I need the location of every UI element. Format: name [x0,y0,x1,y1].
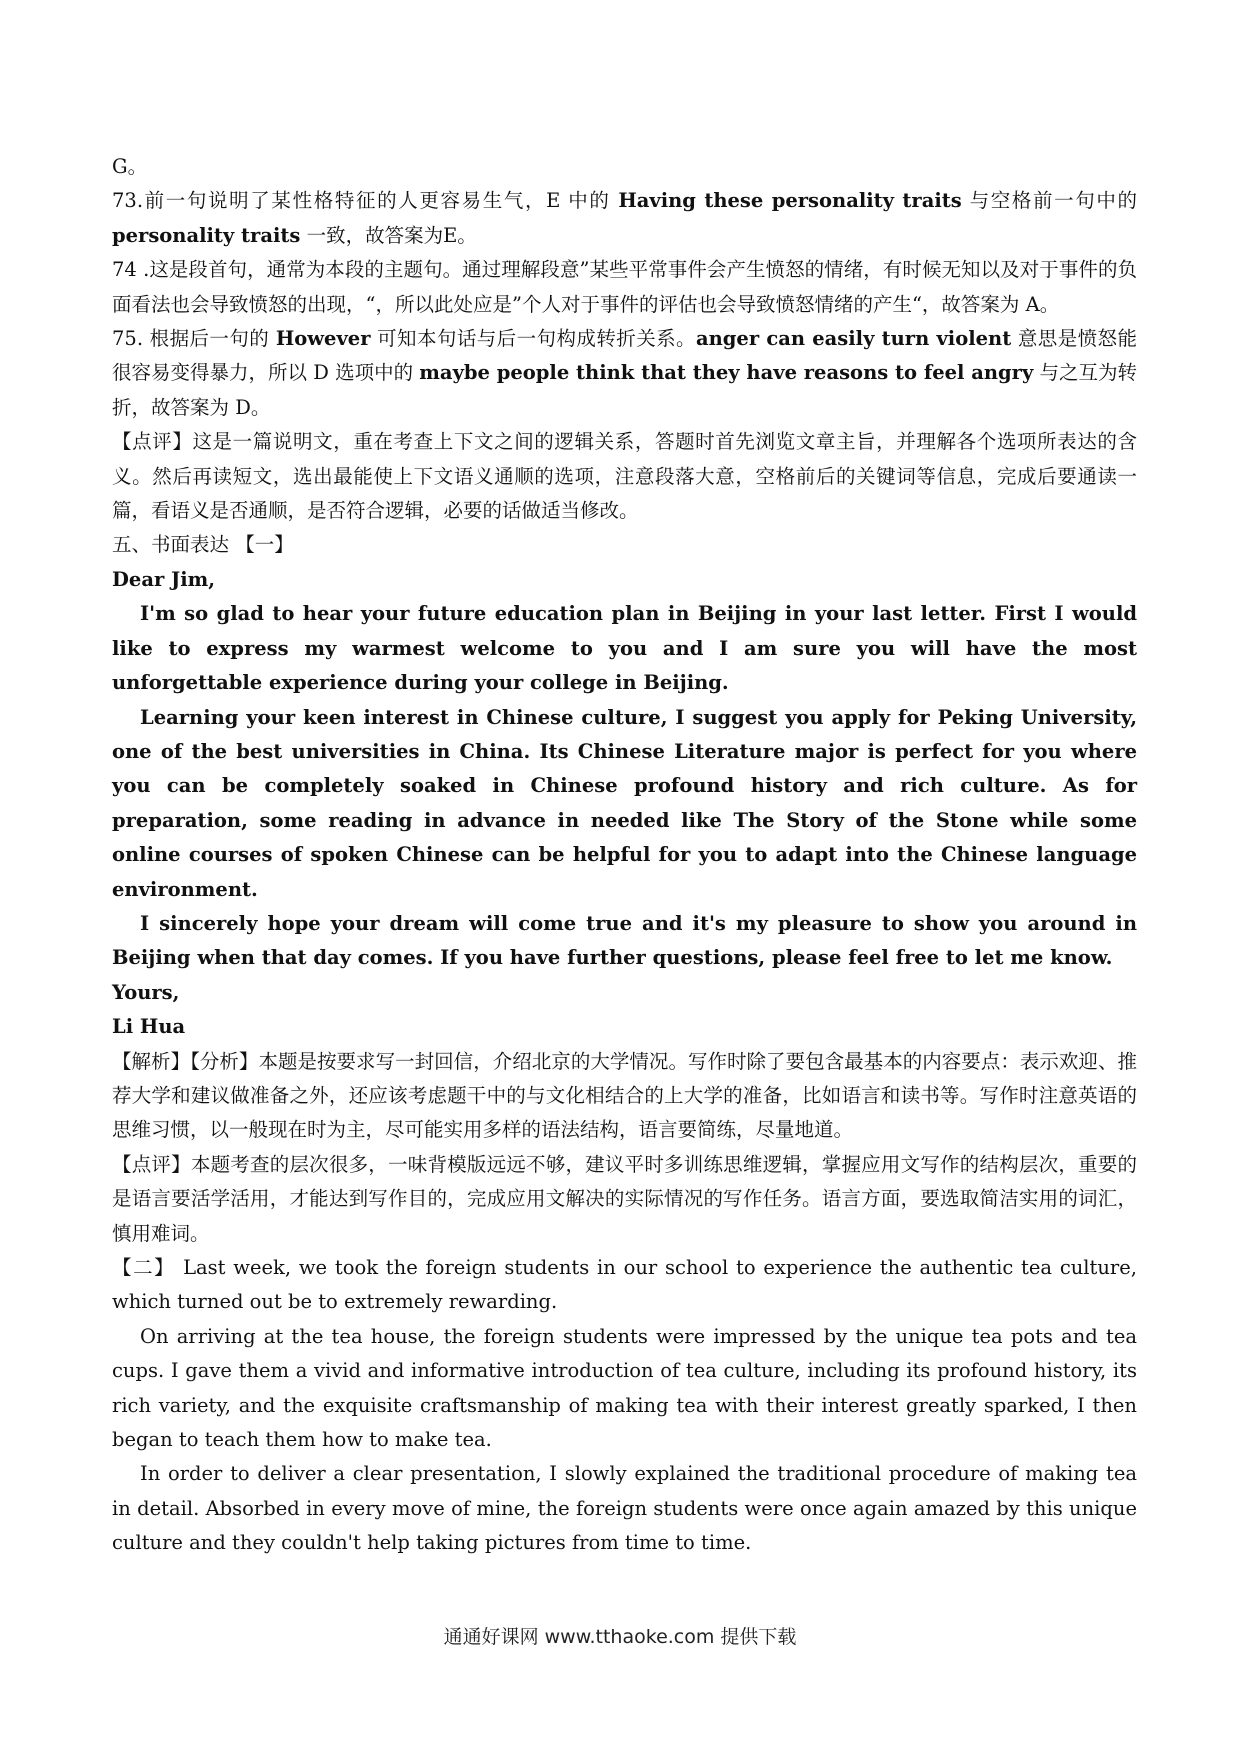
answer-75 [112,322,1137,425]
answer-75-keyword: maybe people think that they have reasons to feel angry [419,361,1034,385]
answer-73-keyword: personality traits [112,223,301,247]
page-footer: 通通好课网 www.tthaoke.com 提供下载 [443,1626,797,1648]
answer-73-text: 73.前一句说明了某性格特征的人更容易生气，E 中的 [112,189,619,213]
essay-2-paragraph-2: On arriving at the tea house, the foreign students were impressed by the unique tea pots and tea cups. I gave them a vivid and informative introduction of tea culture, including its profound history, its rich variety, and the exquisite craftsmanship of making tea with their interest greatly sparked, I then began to teach them how to make tea. [112,1324,1137,1452]
essay-2-paragraph-3: In order to deliver a clear presentation, I slowly explained the traditional procedure of making tea in detail. Absorbed in every move of mine, the foreign students were once again amazed by this unique culture and they couldn't help taking pictures from time to time. [112,1462,1137,1555]
answer-75-text: 与之互为转折，故答案为 D。 [112,361,1137,419]
letter-paragraph-2: Learning your keen interest in Chinese culture, I suggest you apply for Peking University, one of the best universities in China. Its Chinese Literature major is perfect for you where you can be completely soaked in Chinese profound history and rich culture. As for preparation, some reading in advance in needed like The Story of the Stone while some online courses of spoken Chinese can be helpful for you to adapt into the Chinese language environment. [112,705,1137,901]
analysis-writing: 【解析】【分析】本题是按要求写一封回信，介绍北京的大学情况。写作时除了要包含最基本的内容要点：表示欢迎、推荐大学和建议做准备之外，还应该考虑题干中的与文化相结合的上大学的准备，比如语言和读书等。写作时注意英语的思维习惯，以一般现在时为主，尽可能实用多样的语法结构，语言要简练，尽量地道。 [112,1049,1137,1142]
answer-73-text: 一致，故答案为E。 [300,223,477,247]
letter-paragraph-3: I sincerely hope your dream will come true and it's my pleasure to show you around in Beijing when that day comes. If you have further questions, please feel free to let me know. [112,911,1137,970]
answer-75-text: 意思是愤怒能很容易变得暴力，所以 D 选项中的 [112,327,1137,385]
essay-2-paragraph-1 [112,1251,1137,1320]
essay-2-label: 【二】 [112,1256,176,1279]
document-body [112,150,1137,1561]
answer-74: 74 .这是段首句，通常为本段的主题句。通过理解段意”某些平常事件会产生愤怒的情绪，有时候无知以及对于事件的负面看法也会导致愤怒的出现，“，所以此处应是”个人对于事件的评估也会导致愤怒情绪的产生“，故答案为 A。 [112,258,1137,316]
top-fragment: G。 [112,155,148,178]
letter-salutation: Dear Jim, [112,567,216,591]
letter-signature: Li Hua [112,1015,186,1039]
answer-75-keyword: anger can easily turn violent [695,327,1012,351]
essay-2-text: Last week, we took the foreign students in our school to experience the authentic tea culture, which turned out be to extremely rewarding. [112,1256,1137,1314]
answer-75-text: 可知本句话与后一句构成转折关系。 [370,327,696,351]
answer-73-keyword: Having these personality traits [618,189,962,213]
comment-reading: 【点评】这是一篇说明文，重在考查上下文之间的逻辑关系，答题时首先浏览文章主旨，并理解各个选项所表达的含义。然后再读短文，选出最能使上下文语义通顺的选项，注意段落大意，空格前后的关键词等信息，完成后要通读一篇，看语义是否通顺，是否符合逻辑，必要的话做适当修改。 [112,430,1137,523]
answer-73-text: 与空格前一句中的 [961,189,1138,213]
answer-75-keyword: However [275,327,371,351]
section-heading: 五、书面表达 【一】 [112,533,294,557]
letter-closing: Yours, [112,980,180,1004]
comment-writing: 【点评】本题考查的层次很多，一味背模版远远不够，建议平时多训练思维逻辑，掌握应用文写作的结构层次，重要的是语言要活学活用，才能达到写作目的，完成应用文解决的实际情况的写作任务。语言方面，要选取简洁实用的词汇，慎用难词。 [112,1152,1137,1245]
answer-73 [112,184,1137,253]
answer-75-text: 75. 根据后一句的 [112,327,276,351]
letter-paragraph-1: I'm so glad to hear your future education plan in Beijing in your last letter. First I would like to express my warmest welcome to you and I am sure you will have the most unforgettable experience during your college in Beijing. [112,602,1137,695]
